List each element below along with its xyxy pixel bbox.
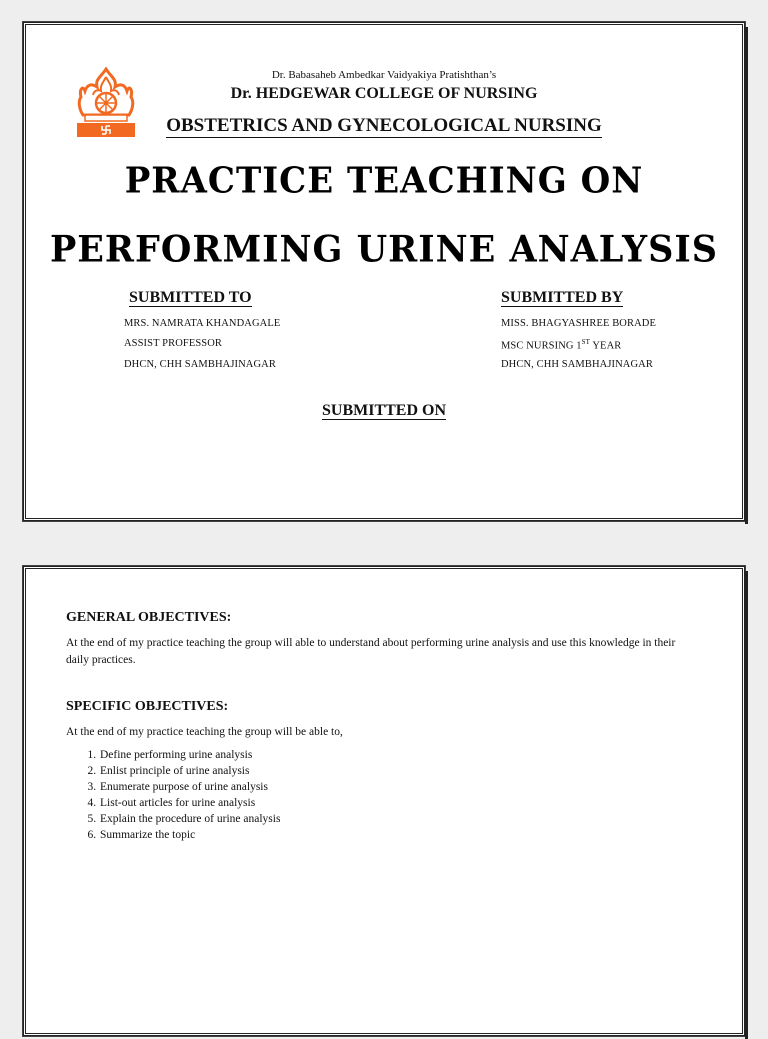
department-text: OBSTETRICS AND GYNECOLOGICAL NURSING [166,115,602,136]
course-text: MSC NURSING 1 [501,340,582,352]
submitted-by-institute: DHCN, CHH SAMBHAJINAGAR [501,359,653,370]
course-suffix: YEAR [590,340,622,352]
college-title: HEDGEWAR COLLEGE OF NURSING [255,85,538,102]
submitted-to-designation: ASSIST PROFESSOR [124,338,222,349]
main-title-line-2: PERFORMING URINE ANALYSIS [49,227,719,272]
specific-objectives-list [66,747,280,843]
submitted-on-heading [26,402,742,420]
specific-objectives-intro: At the end of my practice teaching the group will be able to, [66,726,343,738]
submitted-by-label: SUBMITTED BY [501,289,624,306]
submitted-to-name: MRS. NAMRATA KHANDAGALE [124,318,281,329]
pratishthan-name: Dr. Babasaheb Ambedkar Vaidyakiya Pratishthan’s [271,69,497,81]
objectives-page [23,566,745,1036]
list-item: 1. Define performing urine analysis [99,747,280,763]
submitted-to-label: SUBMITTED TO [129,289,252,306]
college-prefix: Dr. [230,85,252,102]
submitted-on-label: SUBMITTED ON [321,402,447,419]
course-superscript: ST [581,338,591,346]
list-item: 5. Explain the procedure of urine analysis [99,811,280,827]
submitted-by-heading [501,289,623,307]
list-item: 2. Enlist principle of urine analysis [99,763,280,779]
specific-objectives-heading: SPECIFIC OBJECTIVES: [66,699,229,714]
list-item: 3. Enumerate purpose of urine analysis [99,779,280,795]
submitted-by-name: MISS. BHAGYASHREE BORADE [501,318,656,329]
general-objectives-text: At the end of my practice teaching the group will able to understand about performing urine analysis and use this knowledge in their daily practices. [66,637,676,666]
submitted-by-course [501,338,621,352]
list-item: 4. List-out articles for urine analysis [99,795,280,811]
list-item: 6. Summarize the topic [99,827,280,843]
main-title-line-1: PRACTICE TEACHING ON [124,160,644,202]
cover-page [23,22,745,521]
general-objectives-heading: GENERAL OBJECTIVES: [66,610,232,625]
college-name [26,85,742,103]
submitted-to-heading [129,289,252,307]
department-title [26,115,742,137]
submitted-to-institute: DHCN, CHH SAMBHAJINAGAR [124,359,276,370]
